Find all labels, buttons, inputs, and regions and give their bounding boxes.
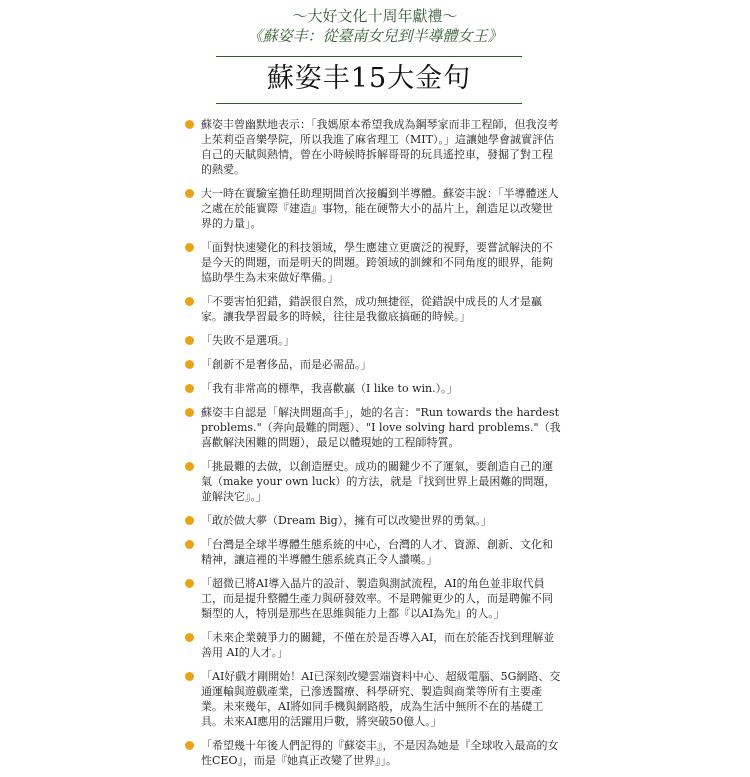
bullet-dot-icon xyxy=(185,360,194,369)
bullet-dot-icon xyxy=(185,540,194,549)
quote-text: 「我有非常高的標準，我喜歡贏（I like to win.）。」 xyxy=(201,382,458,395)
quote-text: 「失敗不是選項。」 xyxy=(201,334,295,347)
quote-item xyxy=(183,738,563,768)
book-title-line: 《蘇姿丰：從臺南女兒到半導體女王》 xyxy=(247,27,503,45)
quote-text: 「超微已將AI導入晶片的設計、製造與測試流程，AI的角色並非取代員工，而是提升整體生產力與研發效率。不是聘僱更少的人，而是聘僱不同類型的人，特別是那些在思維與能力上都『以AI為先』的人。」 xyxy=(201,577,553,620)
quote-item xyxy=(183,294,563,324)
quote-item xyxy=(183,513,563,528)
bullet-dot-icon xyxy=(185,462,194,471)
bullet-dot-icon xyxy=(185,384,194,393)
quote-text: 「未來企業競爭力的關鍵，不僅在於是否導入AI，而在於能否找到理解並善用 AI的人才。」 xyxy=(201,631,555,659)
page-title: 蘇姿丰15大金句 xyxy=(266,63,472,94)
quote-text: 大一時在實驗室擔任助理期間首次接觸到半導體。蘇姿丰說：「半導體迷人之處在於能實際『建造』事物，能在硬幣大小的晶片上，創造足以改變世界的力量」。 xyxy=(201,187,559,230)
bullet-dot-icon xyxy=(185,516,194,525)
bullet-dot-icon xyxy=(185,189,194,198)
bullet-dot-icon xyxy=(185,672,194,681)
bullet-dot-icon xyxy=(185,741,194,750)
quote-item xyxy=(183,459,563,504)
anniversary-line: ～大好文化十周年獻禮～ xyxy=(292,7,458,25)
bullet-dot-icon xyxy=(185,243,194,252)
quote-item xyxy=(183,381,563,396)
bullet-dot-icon xyxy=(185,408,194,417)
quote-text: 「面對快速變化的科技領域，學生應建立更廣泛的視野，要嘗試解決的不是今天的問題，而是明天的問題。跨領域的訓練和不同角度的眼界，能夠協助學生為未來做好準備。」 xyxy=(201,241,553,284)
quote-item xyxy=(183,669,563,729)
quote-text: 「敢於做大夢（Dream Big），擁有可以改變世界的勇氣。」 xyxy=(201,514,492,527)
title-box xyxy=(216,56,522,104)
quote-text: 「台灣是全球半導體生態系統的中心，台灣的人才、資源、創新、文化和精神，讓這裡的半導體生態系統真正令人讚嘆。」 xyxy=(201,538,553,566)
quote-text: 「挑最難的去做，以創造歷史。成功的關鍵少不了運氣，要創造自己的運氣（make your own luck）的方法，就是『找到世界上最困難的問題，並解決它』。」 xyxy=(201,460,556,503)
quote-item xyxy=(183,333,563,348)
header xyxy=(0,4,750,46)
bullet-dot-icon xyxy=(185,579,194,588)
quote-item xyxy=(183,630,563,660)
quote-text: 蘇姿丰曾幽默地表示：「我媽原本希望我成為鋼琴家而非工程師，但我沒考上茱莉亞音樂學院，所以我進了麻省理工（MIT）。」這讓她學會誠實評估自己的天賦與熱情，曾在小時候時拆解哥哥的玩具遙控車，發掘了對工程的熱愛。 xyxy=(201,118,559,176)
quote-item xyxy=(183,186,563,231)
quote-item xyxy=(183,405,563,450)
quote-text: 「創新不是奢侈品，而是必需品。」 xyxy=(201,358,372,371)
quote-item xyxy=(183,357,563,372)
bullet-dot-icon xyxy=(185,297,194,306)
quote-text: 「AI好戲才剛開始！AI已深刻改變雲端資料中心、超級電腦、5G網路、交通運輸與遊戲產業，已滲透醫療、科學研究、製造與商業等所有主要產業。未來幾年，AI將如同手機與網路般，成為生活中無所不在的基礎工具。未來AI應用的活躍用戶數，將突破50億人。」 xyxy=(201,670,561,728)
quote-item xyxy=(183,117,563,177)
quote-text: 蘇姿丰自認是「解決問題高手」，她的名言："Run towards the hardest problems."（奔向最難的問題）、"I love solving hard problems."（我喜歡解決困難的問題），最足以體現她的工程師特質。 xyxy=(201,406,561,449)
quote-item xyxy=(183,537,563,567)
quote-item xyxy=(183,576,563,621)
bullet-dot-icon xyxy=(185,336,194,345)
quote-item xyxy=(183,240,563,285)
quote-text: 「不要害怕犯錯，錯誤很自然，成功無捷徑，從錯誤中成長的人才是贏家。讓我學習最多的時候，往往是我徹底搞砸的時候。」 xyxy=(201,295,542,323)
bullet-dot-icon xyxy=(185,120,194,129)
quote-list xyxy=(183,117,563,777)
bullet-dot-icon xyxy=(185,633,194,642)
quote-text: 「希望幾十年後人們記得的『蘇姿丰』，不是因為她是『全球收入最高的女性CEO』，而是『她真正改變了世界』」。 xyxy=(201,739,559,767)
